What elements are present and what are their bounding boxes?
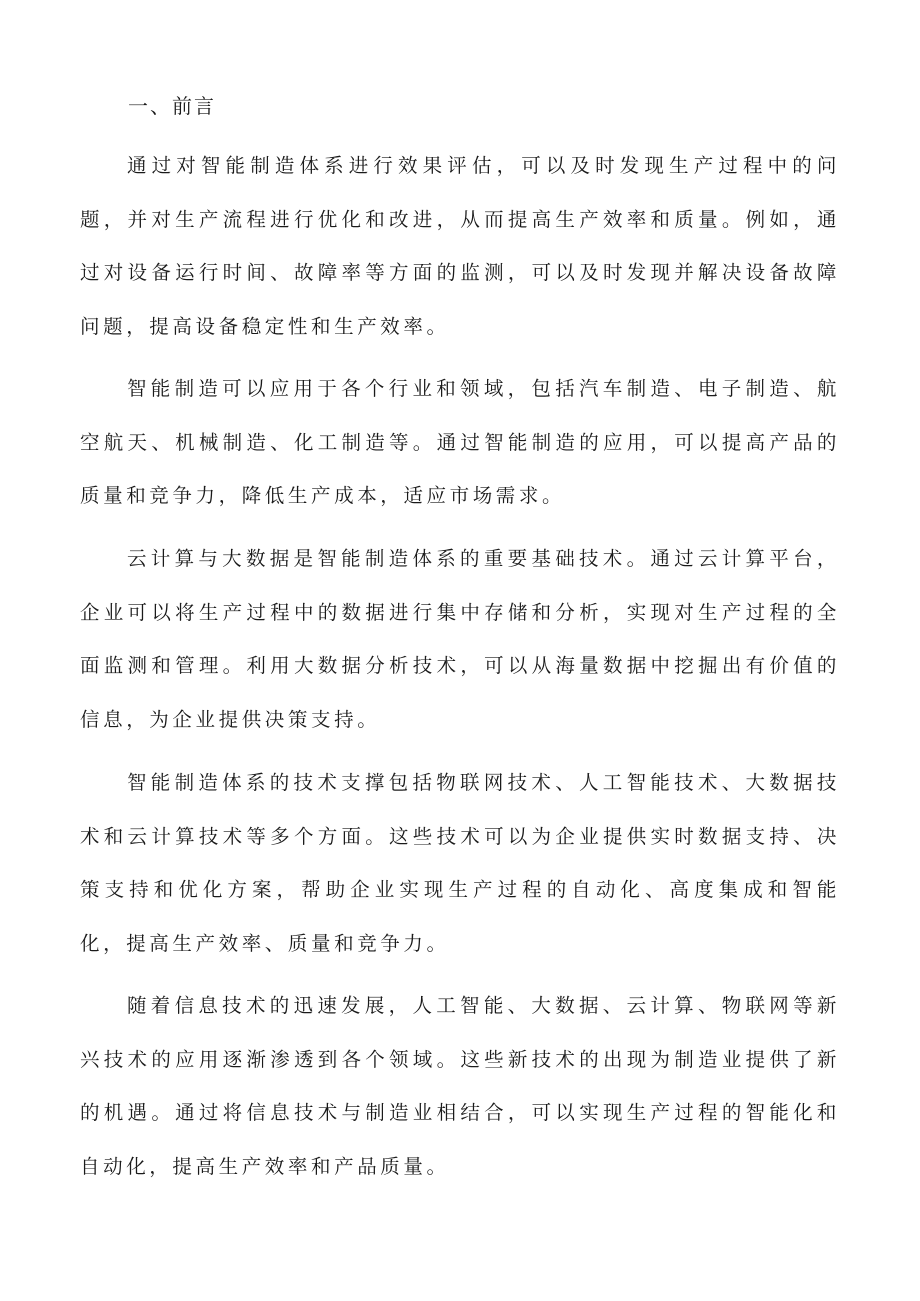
paragraph-cloud-bigdata: 云计算与大数据是智能制造体系的重要基础技术。通过云计算平台，企业可以将生产过程中的数据进行集中存储和分析，实现对生产过程的全面监测和管理。利用大数据分析技术，可以从海量数据中挖掘出有价值的信息，为企业提供决策支持。 [80,547,840,731]
paragraph-evaluation: 通过对智能制造体系进行效果评估，可以及时发现生产过程中的问题，并对生产流程进行优化和改进，从而提高生产效率和质量。例如，通过对设备运行时间、故障率等方面的监测，可以及时发现并解决设备故障问题，提高设备稳定性和生产效率。 [80,154,840,338]
section-heading: 一、前言 [128,94,216,118]
paragraph-tech-support: 智能制造体系的技术支撑包括物联网技术、人工智能技术、大数据技术和云计算技术等多个方面。这些技术可以为企业提供实时数据支持、决策支持和优化方案，帮助企业实现生产过程的自动化、高度集成和智能化，提高生产效率、质量和竞争力。 [80,771,840,955]
paragraph-it-development: 随着信息技术的迅速发展，人工智能、大数据、云计算、物联网等新兴技术的应用逐渐渗透到各个领域。这些新技术的出现为制造业提供了新的机遇。通过将信息技术与制造业相结合，可以实现生产过程的智能化和自动化，提高生产效率和产品质量。 [80,994,840,1178]
paragraph-applications: 智能制造可以应用于各个行业和领域，包括汽车制造、电子制造、航空航天、机械制造、化工制造等。通过智能制造的应用，可以提高产品的质量和竞争力，降低生产成本，适应市场需求。 [80,377,840,508]
